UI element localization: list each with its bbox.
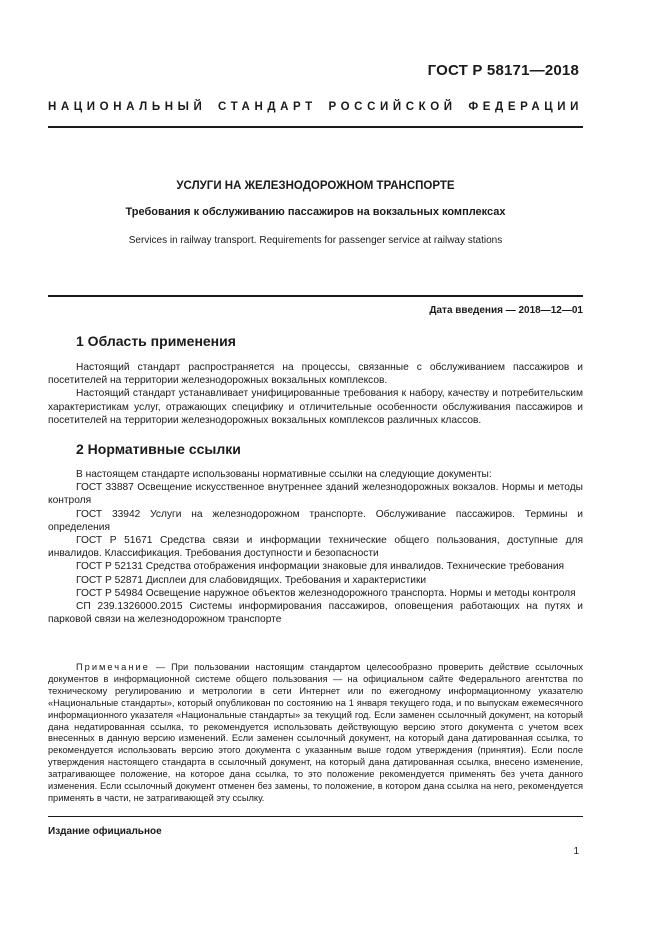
official-edition-label: Издание официальное [48, 826, 162, 837]
reference-item: ГОСТ Р 54984 Освещение наружное объектов железнодорожного транспорта. Нормы и методы контроля [76, 587, 576, 599]
national-standard-banner: НАЦИОНАЛЬНЫЙ СТАНДАРТ РОССИЙСКОЙ ФЕДЕРАЦИИ [48, 101, 583, 113]
paragraph: Настоящий стандарт распространяется на процессы, связанные с обслуживанием пассажиров и посетителей на территории железнодорожных вокзальных комплексов. [48, 362, 583, 387]
reference-item: СП 239.1326000.2015 Системы информирования пассажиров, оповещения работающих на путях и парковой связи на железнодорожном транспорте [48, 601, 583, 626]
note-label: Примечание [76, 662, 150, 672]
section-1-heading: 1 Область применения [76, 333, 236, 349]
page-number: 1 [573, 846, 579, 857]
reference-item: ГОСТ 33887 Освещение искусственное внутреннее зданий железнодорожных вокзалов. Нормы и методы контроля [48, 482, 583, 507]
footer-rule [48, 816, 583, 817]
paragraph: Настоящий стандарт устанавливает унифицированные требования к набору, качеству и потребительским характеристикам услуг, отражающих специфику и отличительные особенности обслуживания пассажиров и посетителей на территории железнодорожных вокзальных комплексов различных классов. [48, 388, 583, 426]
reference-item: ГОСТ 33942 Услуги на железнодорожном транспорте. Обслуживание пассажиров. Термины и определения [48, 508, 583, 533]
section-2-body [48, 468, 583, 626]
english-title: Services in railway transport. Requirements for passenger service at railway stations [128, 235, 503, 246]
reference-item: ГОСТ Р 52871 Дисплеи для слабовидящих. Требования и характеристики [76, 574, 427, 586]
reference-item: ГОСТ Р 52131 Средства отображения информации знаковые для инвалидов. Технические требования [76, 561, 565, 573]
reference-note [48, 662, 583, 805]
title-rule [48, 295, 583, 297]
note-text: — При пользовании настоящим стандартом целесообразно проверить действие ссылочных документов в информационной системе общего пользования — на официальном сайте Федерального агентства по техническому регулированию и метрологии в сети Интернет или по ежегодному информационному указателю «Национальные стандарты», который опубликован по состоянию на 1 января текущего года, и по выпускам ежемесячного информационного указателя «Национальные стандарты» за текущий год. Если заменен ссылочный документ, на который дана недатированная ссылка, то рекомендуется использовать действующую версию этого документа с учетом всех внесенных в данную версию изменений. Если заменен ссылочный документ, на который дана датированная ссылка, то рекомендуется использовать версию этого документа с указанным выше годом утверждения (принятия). Если после утверждения настоящего стандарта в ссылочный документ, на который дана датированная ссылка, внесено изменение, затрагивающее положение, на которое дана ссылка, то это положение рекомендуется применять без учета данного изменения. Если ссылочный документ отменен без замены, то положение, в котором дана ссылка на него, рекомендуется применять в части, не затрагивающей эту ссылку. [48, 662, 583, 803]
section-2-heading: 2 Нормативные ссылки [76, 441, 241, 457]
document-title: УСЛУГИ НА ЖЕЛЕЗНОДОРОЖНОМ ТРАНСПОРТЕ [176, 180, 455, 192]
reference-item: ГОСТ Р 51671 Средства связи и информации технические общего пользования, доступные для инвалидов. Классификация. Требования доступности и безопасности [48, 535, 583, 560]
introduction-date: Дата введения — 2018—12—01 [429, 305, 583, 316]
header-rule [48, 126, 583, 128]
section-1-body [48, 361, 583, 427]
paragraph: В настоящем стандарте использованы нормативные ссылки на следующие документы: [76, 469, 492, 480]
document-subtitle: Требования к обслуживанию пассажиров на вокзальных комплексах [125, 206, 506, 218]
gost-identifier: ГОСТ Р 58171—2018 [427, 62, 579, 79]
